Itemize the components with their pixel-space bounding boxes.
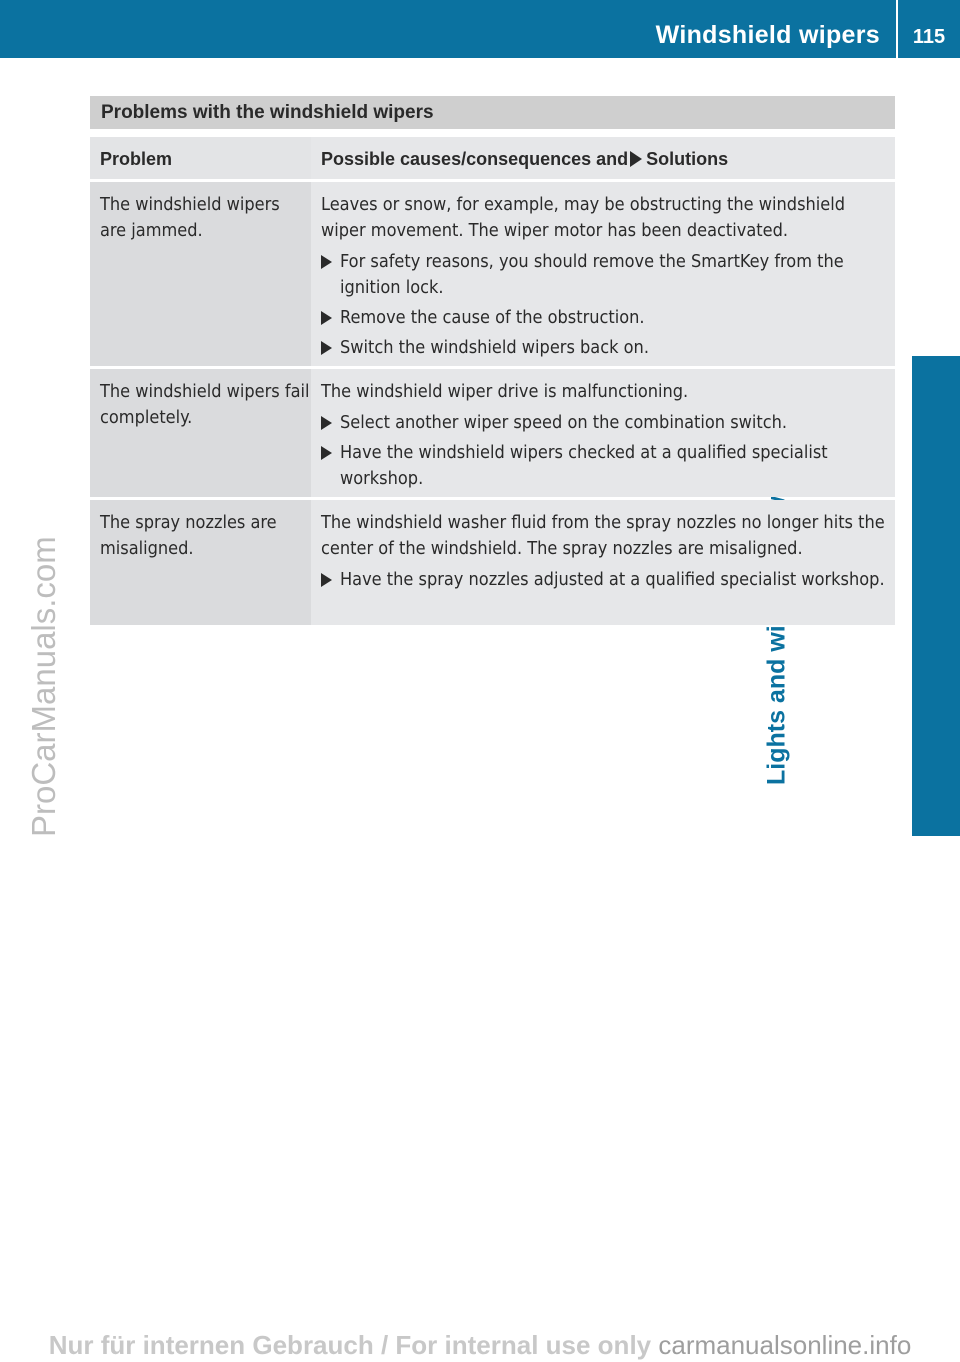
- watermark-site: carmanualsonline.info: [658, 1330, 912, 1360]
- table-row: [90, 369, 895, 497]
- table-row: [90, 182, 895, 366]
- arrow-right-icon: [321, 305, 340, 331]
- solution-step: [321, 440, 887, 492]
- page-header-bar: [0, 0, 960, 58]
- solution-step: [321, 410, 887, 436]
- watermark-left: ProCarManuals.com: [25, 536, 62, 837]
- solution-cell: [311, 500, 895, 625]
- watermark-bottom: [0, 1330, 960, 1361]
- solution-step: [321, 249, 887, 301]
- header-solutions: [311, 137, 895, 179]
- watermark-internal-use: Nur für internen Gebrauch / For internal use only: [48, 1330, 652, 1360]
- page-number: 115: [912, 26, 946, 48]
- problem-cell: The spray nozzles are misaligned.: [90, 500, 311, 625]
- header-solutions-pre: Possible causes/consequences and: [321, 149, 629, 169]
- header-problem: Problem: [90, 137, 311, 179]
- problem-cell: The windshield wipers are jammed.: [90, 182, 311, 366]
- table-title: Problems with the windshield wipers: [90, 96, 895, 129]
- arrow-right-icon: [321, 410, 340, 436]
- solution-step: [321, 335, 887, 361]
- step-text: Have the spray nozzles adjusted at a qualified specialist workshop.: [340, 569, 885, 590]
- cause-text: The windshield wiper drive is malfunctioning.: [321, 381, 689, 402]
- table-header-row: [90, 137, 895, 179]
- step-text: Select another wiper speed on the combination switch.: [340, 412, 788, 433]
- arrow-right-icon: [630, 151, 642, 167]
- problem-cell: The windshield wipers fail completely.: [90, 369, 311, 497]
- step-text: Switch the windshield wipers back on.: [340, 337, 649, 358]
- chapter-side-tab: [912, 356, 960, 836]
- solution-step: [321, 567, 887, 593]
- step-text: Have the windshield wipers checked at a qualified specialist workshop.: [340, 442, 828, 489]
- solution-cell: [311, 369, 895, 497]
- arrow-right-icon: [321, 440, 340, 492]
- table-row: [90, 500, 895, 625]
- step-text: Remove the cause of the obstruction.: [340, 307, 645, 328]
- arrow-right-icon: [321, 249, 340, 301]
- cause-text: The windshield washer fluid from the spray nozzles no longer hits the center of the windshield. The spray nozzles are misaligned.: [321, 512, 885, 559]
- solution-cell: [311, 182, 895, 366]
- solution-step: [321, 305, 887, 331]
- step-text: For safety reasons, you should remove the SmartKey from the ignition lock.: [340, 251, 844, 298]
- header-solutions-post: Solutions: [646, 149, 729, 169]
- cause-text: Leaves or snow, for example, may be obstructing the windshield wiper movement. The wiper motor has been deactivated.: [321, 194, 846, 241]
- section-title: Windshield wipers: [655, 21, 880, 49]
- arrow-right-icon: [321, 567, 340, 593]
- arrow-right-icon: [321, 335, 340, 361]
- problems-table: [90, 96, 895, 625]
